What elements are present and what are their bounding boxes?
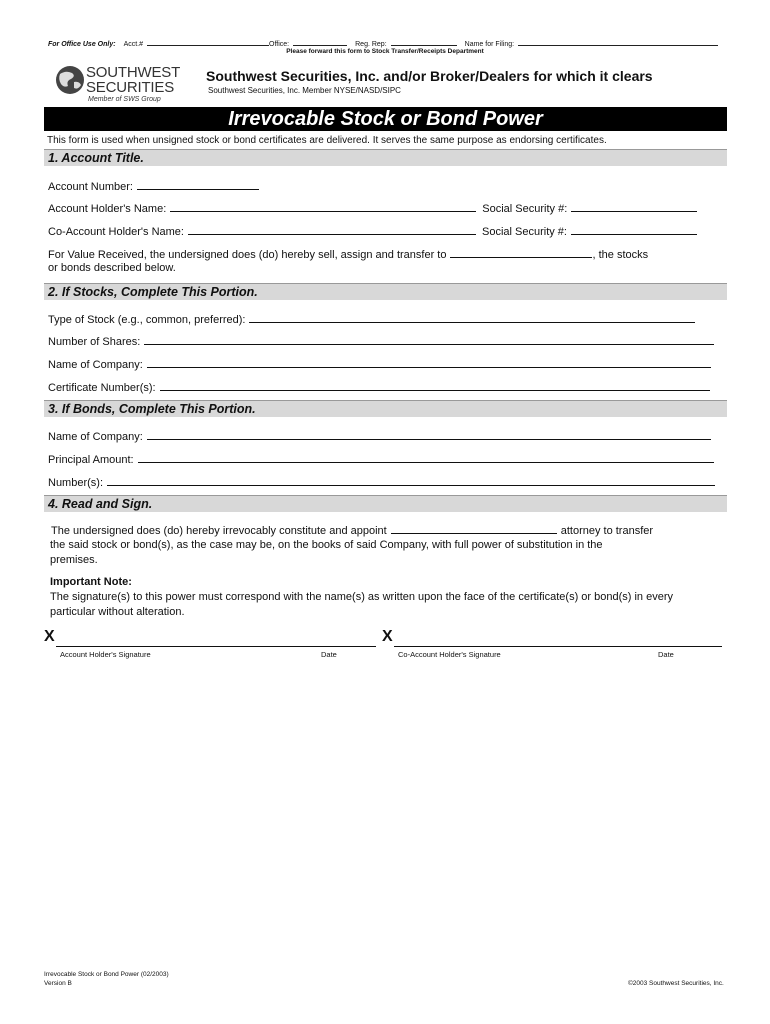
value-received-row [48, 247, 648, 261]
appoint-text: The undersigned does (do) hereby irrevocably constitute and appoint [51, 525, 387, 537]
coholder-signature-line[interactable] [394, 645, 722, 647]
office-use-row [48, 38, 728, 48]
date1-label: Date [321, 650, 337, 659]
appoint-line2: the said stock or bond(s), as the case may be, on the books of said Company, with full power of substitution in the [50, 539, 603, 551]
ssn2-label: Social Security #: [482, 226, 567, 238]
acct-field[interactable] [147, 38, 269, 46]
attorney-field[interactable] [391, 523, 557, 534]
logo-tagline: Member of SWS Group [88, 96, 161, 103]
office-field[interactable] [293, 38, 347, 46]
principal-label: Principal Amount: [48, 454, 134, 466]
appoint-row [51, 523, 653, 537]
shares-row [48, 334, 714, 348]
name-filing-label: Name for Filing: [464, 41, 515, 48]
principal-field[interactable] [138, 452, 714, 463]
sig-x1: X [44, 628, 55, 645]
holder-name-field[interactable] [170, 201, 476, 212]
account-number-field[interactable] [137, 179, 259, 190]
ssn1-label: Social Security #: [482, 203, 568, 215]
holder-sig-label: Account Holder's Signature [60, 650, 151, 659]
stock-type-label: Type of Stock (e.g., common, preferred): [48, 314, 246, 326]
ssn1-field[interactable] [571, 201, 697, 212]
bond-numbers-field[interactable] [107, 475, 715, 486]
coholder-name-label: Co-Account Holder's Name: [48, 226, 184, 238]
value-received-row2 [48, 262, 176, 274]
name-filing-field[interactable] [518, 38, 718, 46]
value-received-text: For Value Received, the undersigned does (do) hereby sell, assign and transfer to [48, 249, 447, 261]
section4-heading: 4. Read and Sign. [44, 495, 727, 512]
copyright: ©2003 Southwest Securities, Inc. [628, 980, 724, 987]
shares-field[interactable] [144, 334, 714, 345]
shares-label: Number of Shares: [48, 336, 141, 348]
attorney-text: attorney to transfer [560, 525, 654, 537]
appoint-line3: premises. [50, 554, 98, 566]
bond-numbers-row [48, 475, 715, 489]
value-received-suffix: , the stocks [592, 249, 649, 261]
account-number-row [48, 179, 259, 193]
section2-heading: 2. If Stocks, Complete This Portion. [44, 283, 727, 300]
appoint-para-cont [50, 538, 730, 568]
bond-company-label: Name of Company: [48, 431, 143, 443]
important-note-text: The signature(s) to this power must correspond with the name(s) as written upon the face of the certificate(s) or bond(s) in every particular without alteration. [50, 591, 673, 618]
stock-company-label: Name of Company: [48, 359, 143, 371]
section3-heading: 3. If Bonds, Complete This Portion. [44, 400, 727, 417]
stock-company-row [48, 357, 711, 371]
holder-signature-line[interactable] [56, 645, 376, 647]
ssn2-field[interactable] [571, 224, 697, 235]
certificates-row [48, 380, 710, 394]
important-note-heading: Important Note: [50, 576, 132, 588]
bond-company-row [48, 429, 711, 443]
principal-row [48, 452, 714, 466]
coholder-name-row [48, 224, 697, 238]
section1-heading: 1. Account Title. [44, 149, 727, 166]
reg-rep-label: Reg. Rep: [355, 41, 387, 48]
date2-label: Date [658, 650, 674, 659]
holder-name-row [48, 201, 697, 215]
holder-name-label: Account Holder's Name: [48, 203, 167, 215]
intro-text: This form is used when unsigned stock or bond certificates are delivered. It serves the same purpose as endorsing certificates. [47, 135, 607, 146]
company-name: Southwest Securities, Inc. and/or Broker/Dealers for which it clears [206, 68, 653, 84]
stock-type-row [48, 312, 695, 326]
form-version: Version B [44, 980, 72, 987]
sig-x2: X [382, 628, 393, 645]
stock-company-field[interactable] [147, 357, 711, 368]
coholder-name-field[interactable] [188, 224, 476, 235]
transferee-field[interactable] [450, 247, 592, 258]
stock-type-field[interactable] [249, 312, 695, 323]
reg-rep-field[interactable] [391, 38, 457, 46]
value-received-cont: or bonds described below. [48, 262, 176, 274]
forward-note: Please forward this form to Stock Transfer/Receipts Department [286, 48, 484, 55]
acct-label: Acct.# [123, 41, 144, 48]
certificates-field[interactable] [160, 380, 710, 391]
office-label: Office: [269, 41, 290, 48]
bond-company-field[interactable] [147, 429, 711, 440]
form-id: Irrevocable Stock or Bond Power (02/2003) [44, 971, 169, 978]
globe-logo-icon [54, 64, 86, 96]
certificates-label: Certificate Number(s): [48, 382, 156, 394]
company-subtitle: Southwest Securities, Inc. Member NYSE/NASD/SIPC [208, 86, 401, 95]
logo-line1: SOUTHWEST [86, 64, 181, 81]
account-number-label: Account Number: [48, 181, 133, 193]
coholder-sig-label: Co-Account Holder's Signature [398, 650, 501, 659]
office-use-label: For Office Use Only: [48, 41, 116, 48]
logo-line2: SECURITIES [86, 79, 175, 96]
page-title: Irrevocable Stock or Bond Power [44, 107, 727, 131]
bond-numbers-label: Number(s): [48, 477, 104, 489]
